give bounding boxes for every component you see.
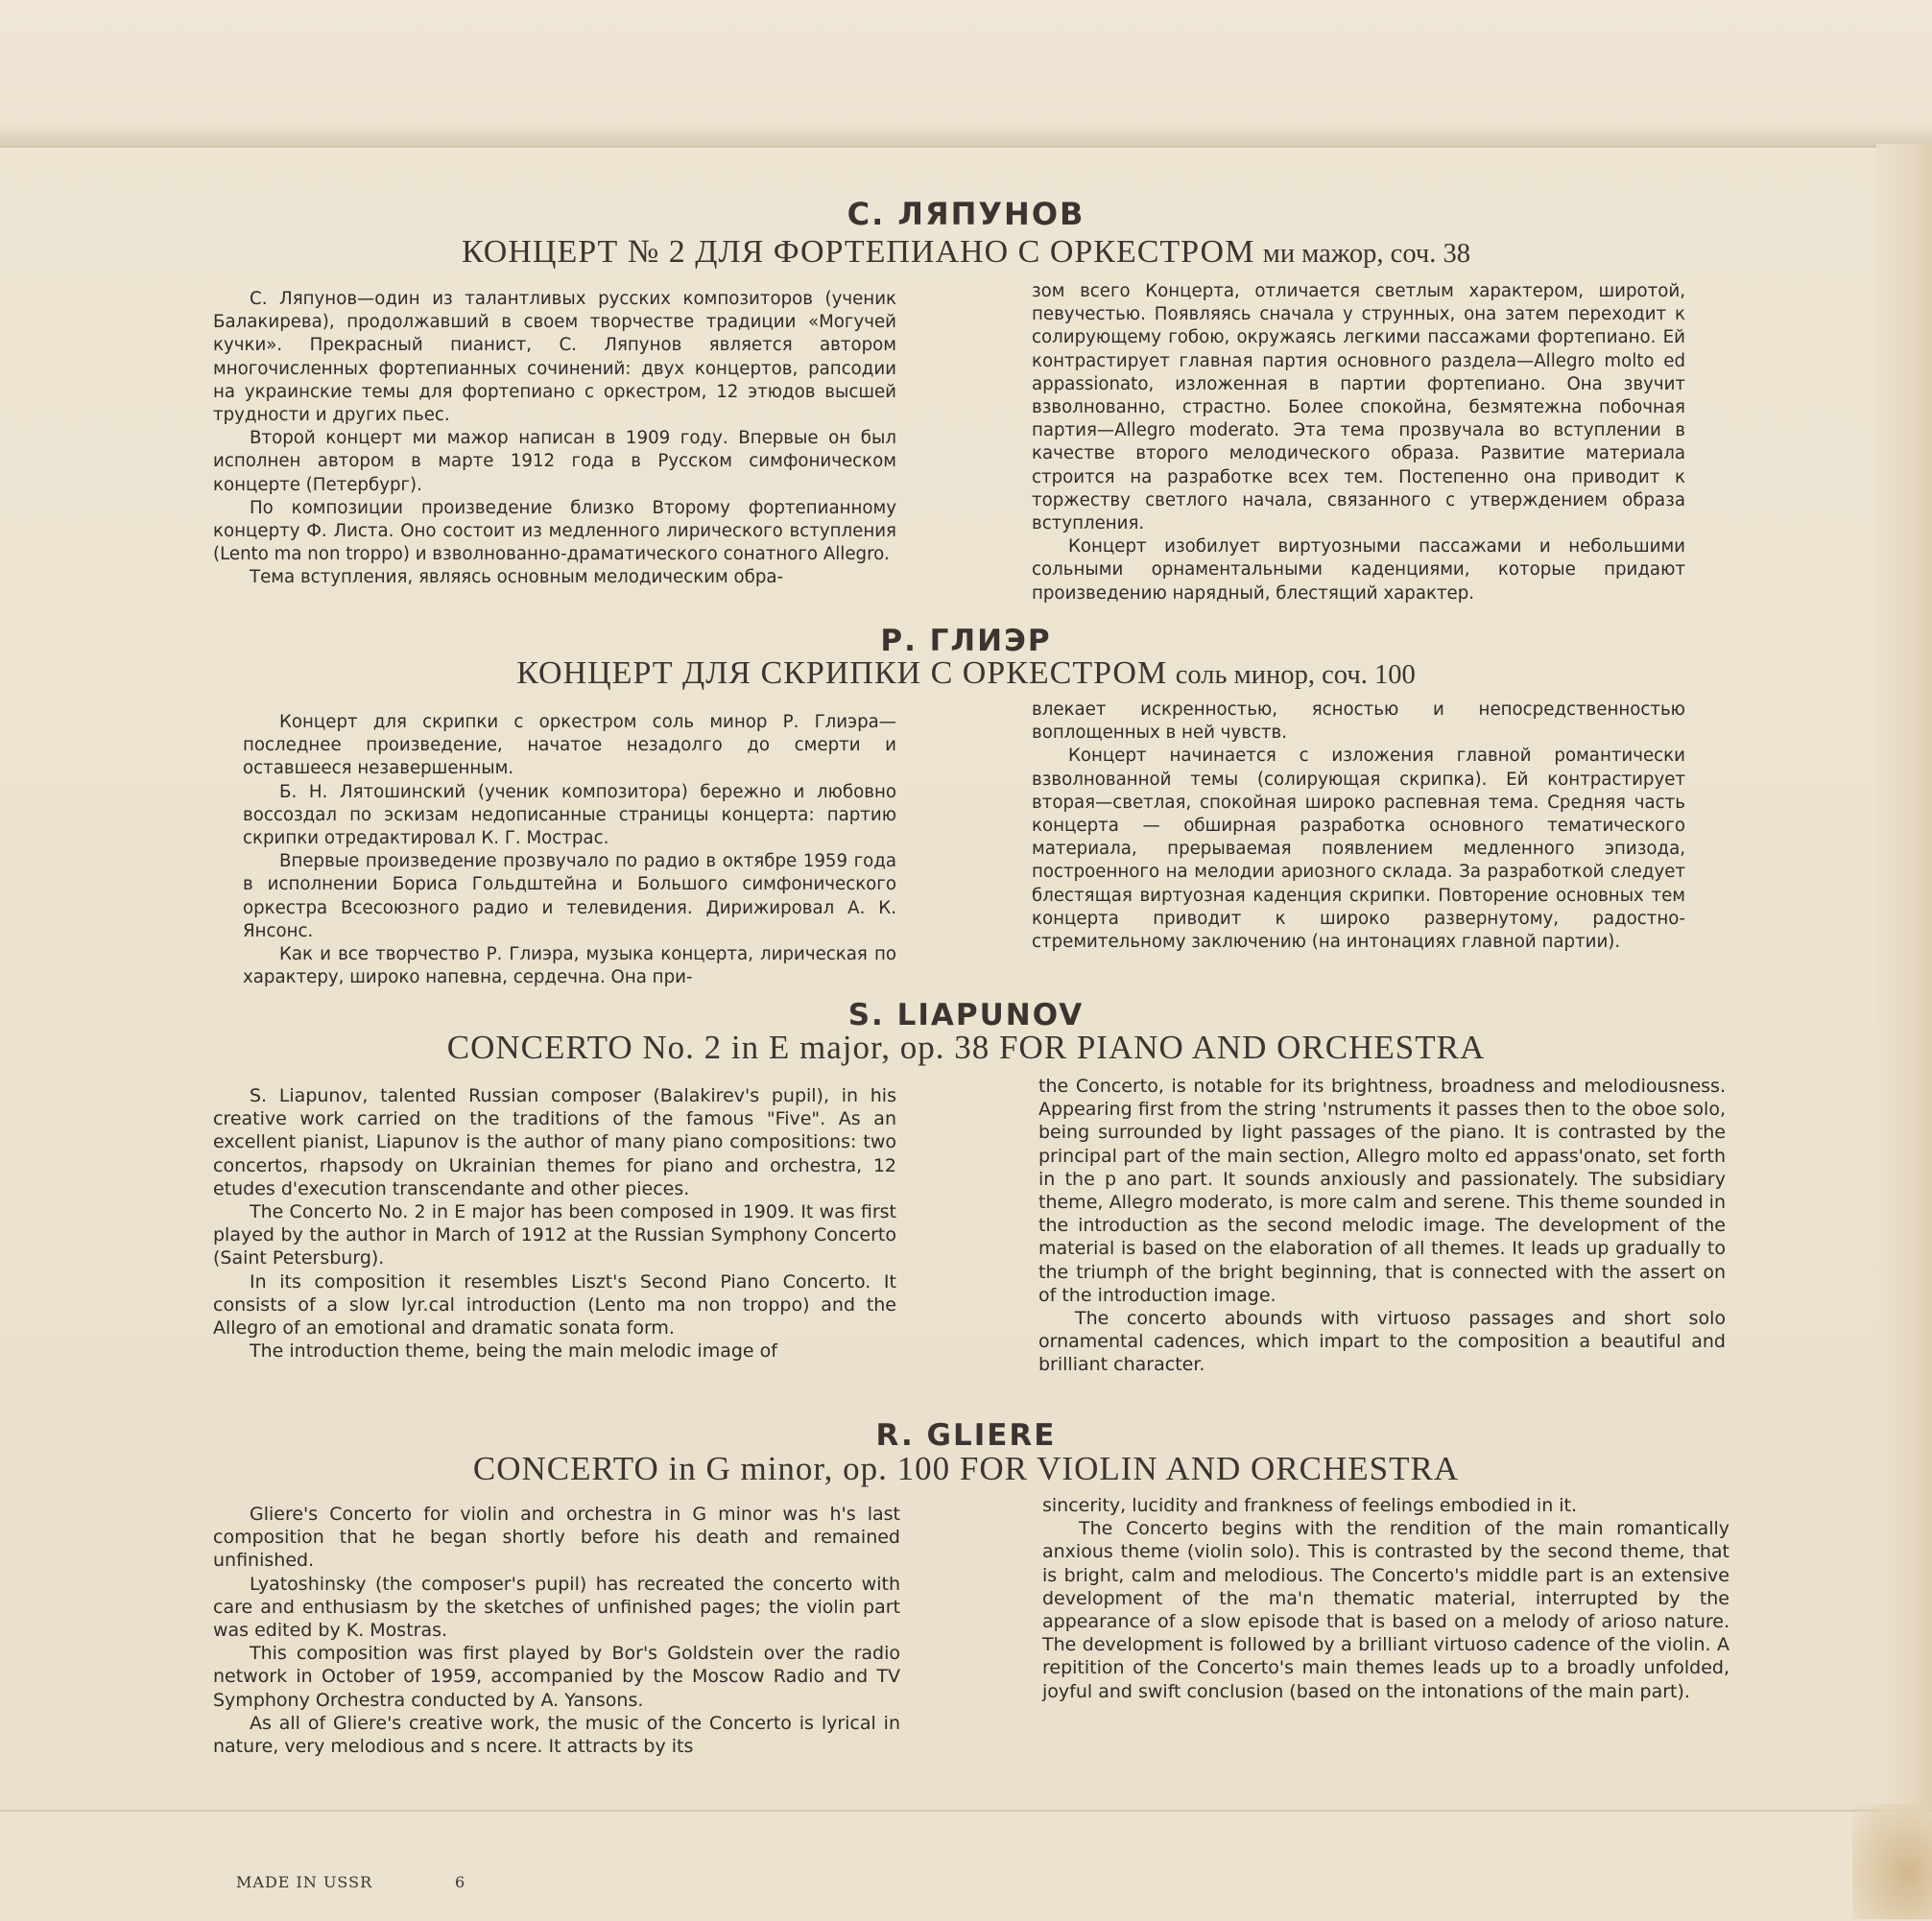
paragraph: S. Liapunov, talented Russian composer (Balakirev's pupil), in his creative work carried on the traditions of the famous "Five". As an excellent pianist, Liapunov is the author of many piano compositions: two concertos, rhapsody on Ukrainian themes for piano and orchestra, 12 etudes d'execution transcendante and other pieces.	[213, 1085, 896, 1199]
paragraph: зом всего Концерта, отличается светлым характером, широтой, певучестью. Появляясь сначала у струнных, она затем переходит к солирующему гобою, окружаясь легкими пассажами фортепиано. Ей контрастирует главная партия основного раздела—Allegro molto ed appassionato, изложенная в партии фортепиано. Она звучит взволнованно, страстно. Более спокойна, безмятежна побочная партия—Allegro moderato. Эта тема прозвучала во вступлении в качестве второго мелодического образа. Развитие материала строится на разработке всех тем. Постепенно она приводит к торжеству светлого начала, связанного с утверждением образа вступления.	[1032, 281, 1685, 534]
paragraph: the Concerto, is notable for its brightness, broadness and melodiousness. Appearing first from the string 'nstruments it passes then to the oboe solo, being surrounded by light passages of the piano. It is contrasted by the principal part of the main section, Allegro molto ed appass'onato, set forth in the p ano part. It sounds anxiously and passionately. The subsidiary theme, Allegro moderato, is more calm and serene. This theme sounded in the introduction as the second melodic image. The development of the material is based on the elaboration of all themes. It leads up gradually to the triumph of the bright beginning, that is connected with the assert on of the introduction image.	[1038, 1076, 1726, 1306]
gliere-en-work-title	[0, 1450, 1932, 1488]
paragraph: По композиции произведение близко Второму фортепианному концерту Ф. Листа. Оно состоит из медленного лирического вступления (Lento ma non troppo) и взволнованно-драматического сонатного Allegro.	[213, 497, 896, 565]
gliere-en-left-column	[213, 1503, 900, 1758]
paragraph: The introduction theme, being the main melodic image of	[250, 1340, 777, 1363]
paragraph: sincerity, lucidity and frankness of feelings embodied in it.	[1042, 1495, 1578, 1516]
gliere-ru-work-key: соль минор, соч. 100	[1175, 660, 1416, 690]
made-in-label: MADE IN USSR	[236, 1873, 373, 1891]
lyapunov-ru-work-title	[0, 234, 1932, 271]
paragraph: As all of Gliere's creative work, the music of the Concerto is lyrical in nature, very melodious and s ncere. It attracts by its	[213, 1712, 900, 1758]
page-number: 6	[455, 1873, 465, 1891]
paragraph: влекает искренностью, ясностью и непосредственностью воплощенных в ней чувств.	[1032, 700, 1685, 744]
gliere-ru-work-title	[0, 655, 1932, 692]
lyapunov-ru-work-caps: КОНЦЕРТ № 2 ДЛЯ ФОРТЕПИАНО С ОРКЕСТРОМ	[461, 234, 1255, 270]
gliere-ru-composer: Р. ГЛИЭР	[880, 624, 1052, 658]
liapunov-en-work-title	[0, 1029, 1932, 1067]
liapunov-en-work-caps: CONCERTO No. 2 in E major, op. 38 FOR PIANO AND ORCHESTRA	[446, 1029, 1486, 1066]
gliere-ru-left-column	[243, 711, 896, 989]
lyapunov-ru-work-key: ми мажор, соч. 38	[1262, 239, 1471, 269]
lyapunov-ru-composer: С. ЛЯПУНОВ	[847, 196, 1085, 232]
lyapunov-ru-right-column	[1032, 280, 1685, 605]
liapunov-en-right-column	[1038, 1075, 1726, 1377]
sleeve-bottom-flap	[0, 1810, 1932, 1921]
paragraph: The Concerto No. 2 in E major has been composed in 1909. It was first played by the author in March of 1912 at the Russian Symphony Concerto (Saint Petersburg).	[213, 1201, 896, 1269]
gliere-en-work-caps: CONCERTO in G minor, op. 100 FOR VIOLIN AND ORCHESTRA	[472, 1450, 1460, 1487]
paragraph: Тема вступления, являясь основным мелодическим обра-	[250, 567, 784, 588]
paragraph: С. Ляпунов—один из талантливых русских композиторов (ученик Балакирева), продолжавший в своем творчестве традиции «Могучей кучки». Прекрасный пианист, С. Ляпунов является автором многочисленных фортепианных сочинений: двух концертов, рапсодии на украинские темы для фортепиано с оркестром, 12 этюдов высшей трудности и других пьес.	[213, 289, 896, 426]
paragraph: Как и все творчество Р. Глиэра, музыка концерта, лирическая по характеру, широко напевна, сердечна. Она при-	[243, 944, 896, 988]
paragraph: The concerto abounds with virtuoso passages and short solo ornamental cadences, which impart to the composition a beautiful and brilliant character.	[1038, 1308, 1726, 1376]
gliere-en-composer: R. GLIERE	[875, 1418, 1057, 1453]
gliere-ru-work-caps: КОНЦЕРТ ДЛЯ СКРИПКИ С ОРКЕСТРОМ	[516, 655, 1168, 691]
paragraph: Концерт начинается с изложения главной романтически взволнованной темы (солирующая скрипка). Ей контрастирует вторая—светлая, спокойная широко распевная тема. Средняя часть концерта — обширная разработка основного тематического материала, прерываемая появлением медленного эпизода, построенного на мелодии ариозного склада. За разработкой следует блестящая виртуозная каденция скрипки. Повторение основных тем концерта приводит к широко развернутому, радостно-стремительному заключению (на интонациях главной партии).	[1032, 746, 1685, 953]
paragraph: The Concerto begins with the rendition of the main romantically anxious theme (violin solo). This is contrasted by the second theme, that is bright, calm and melodious. The Concerto's middle part is an extensive development of the ma'n thematic material, interrupted by the appearance of a slow episode that is based on a melody of arioso nature. The development is followed by a brilliant virtuoso cadence of the violin. A repitition of the Concerto's main themes leads up to a broadly unfolded, joyful and swift conclusion (based on the intonations of the main part).	[1042, 1518, 1729, 1702]
gliere-en-right-column	[1042, 1494, 1729, 1703]
liapunov-en-left-column	[213, 1084, 896, 1363]
paragraph: In its composition it resembles Liszt's Second Piano Concerto. It consists of a slow lyr.cal introduction (Lento ma non troppo) and the Allegro of an emotional and dramatic sonata form.	[213, 1270, 896, 1340]
paragraph: Gliere's Concerto for violin and orchestra in G minor was h's last composition that he began shortly before his death and remained unfinished.	[213, 1504, 900, 1572]
paragraph: Б. Н. Лятошинский (ученик композитора) бережно и любовно воссоздал по эскизам недописанные страницы концерта: партию скрипки отредактировал К. Г. Мострас.	[243, 781, 896, 849]
sleeve-top-flap	[0, 0, 1932, 148]
paragraph: Концерт для скрипки с оркестром соль минор Р. Глиэра—последнее произведение, начатое незадолго до смерти и оставшееся незавершенным.	[243, 712, 896, 779]
lyapunov-ru-left-column	[213, 288, 896, 590]
paper-stain	[1852, 1804, 1932, 1919]
gliere-ru-right-column	[1032, 699, 1685, 954]
paragraph: Концерт изобилует виртуозными пассажами и небольшими сольными орнаментальными каденциями, которые придают произведению нарядный, блестящий характер.	[1032, 536, 1685, 604]
paragraph: Lyatoshinsky (the composer's pupil) has recreated the concerto with care and enthusiasm by the sketches of unfinished pages; the violin part was edited by K. Mostras.	[213, 1573, 900, 1642]
liapunov-en-composer: S. LIAPUNOV	[847, 998, 1085, 1032]
paragraph: Впервые произведение прозвучало по радио в октябре 1959 года в исполнении Бориса Гольдштейна и Большого симфонического оркестра Всесоюзного радио и телевидения. Дирижировал А. К. Янсонс.	[243, 851, 896, 941]
paragraph: This composition was first played by Bor's Goldstein over the radio network in October of 1959, accompanied by the Moscow Radio and TV Symphony Orchestra conducted by A. Yansons.	[213, 1643, 900, 1711]
paragraph: Второй концерт ми мажор написан в 1909 году. Впервые он был исполнен автором в марте 1912 года в Русском симфоническом концерте (Петербург).	[213, 428, 896, 495]
